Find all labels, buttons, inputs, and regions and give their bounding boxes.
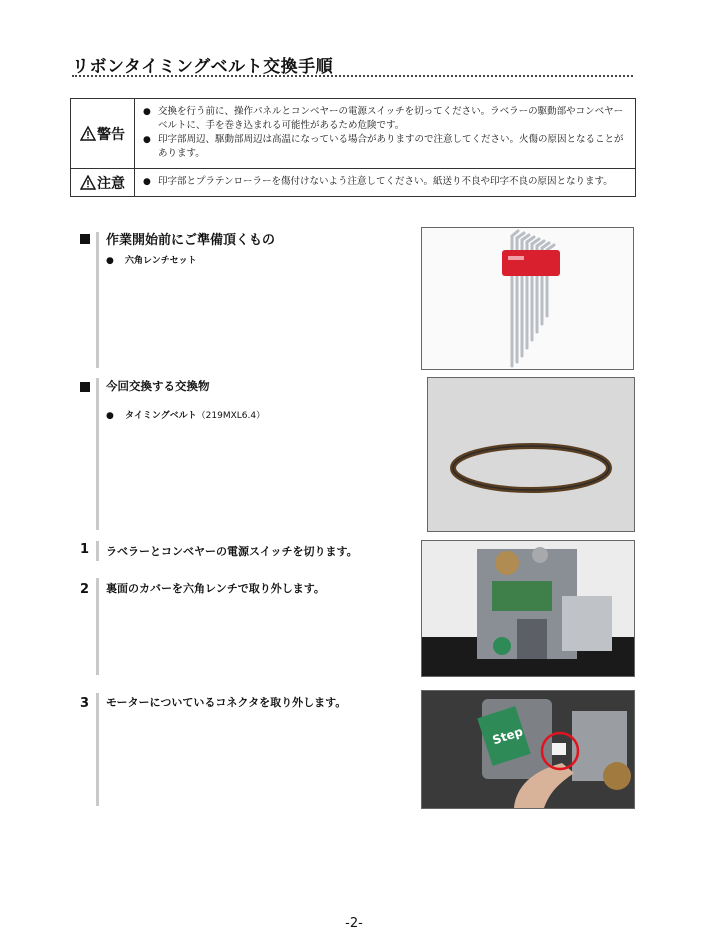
title-divider	[72, 75, 633, 77]
section-marker-square	[80, 234, 90, 244]
bullet-icon: ●	[143, 177, 151, 187]
prep-item-label: 六角レンチセット	[125, 256, 197, 266]
step-text: モーターについているコネクタを取り外します。	[106, 696, 347, 709]
warning-text: 印字部周辺、駆動部周辺は高温になっている場合がありますので注意してください。火傷の原因となることがあります。	[158, 134, 624, 159]
step-text: 裏面のカバーを六角レンチで取り外します。	[106, 582, 325, 595]
caution-row	[71, 169, 635, 196]
section-marker-square	[80, 382, 90, 392]
caution-text: 印字部とプラテンローラーを傷付けないよう注意してください。紙送り不良や印字不良の原因となります。	[158, 176, 613, 187]
step-side-bar	[96, 541, 99, 561]
step-side-bar	[96, 578, 99, 675]
step-side-bar	[96, 693, 99, 806]
page-number: -2-	[345, 916, 363, 931]
step-text: ラベラーとコンベヤーの電源スイッチを切ります。	[106, 545, 358, 558]
replace-section-title: 今回交換する交換物	[106, 379, 210, 393]
warning-item	[143, 133, 627, 161]
photo-timing-belt	[427, 377, 635, 532]
step-number: 3	[80, 696, 90, 711]
prep-section-title: 作業開始前にご準備頂くもの	[106, 233, 276, 248]
page-title: リボンタイミングベルト交換手順	[72, 57, 334, 77]
warning-triangle-icon	[80, 126, 96, 141]
replace-item-label: タイミングベルト	[125, 411, 197, 421]
warning-body	[135, 99, 635, 168]
warning-item	[143, 105, 627, 133]
motor-label-text: Step	[490, 724, 525, 748]
section-side-bar	[96, 232, 99, 368]
warning-label-cell	[71, 99, 135, 168]
bullet-icon: ●	[106, 256, 114, 266]
warning-text: 交換を行う前に、操作パネルとコンベヤーの電源スイッチを切ってください。ラベラーの駆動部やコンベヤーベルトに、手を巻き込まれる可能性があるため危険です。	[158, 106, 624, 131]
step-number: 1	[80, 542, 90, 557]
bullet-icon: ●	[143, 107, 151, 117]
caution-label: 注意	[97, 175, 125, 192]
photo-machine-back	[421, 540, 635, 677]
step-number: 2	[80, 582, 90, 597]
warning-row	[71, 99, 635, 169]
warning-table	[70, 98, 636, 197]
replace-item-spec: （219MXL6.4）	[196, 411, 266, 421]
replace-item	[106, 408, 265, 421]
photo-motor-connector	[421, 690, 635, 809]
caution-body	[135, 169, 621, 196]
caution-triangle-icon	[80, 175, 96, 190]
warning-label: 警告	[97, 126, 125, 143]
bullet-icon: ●	[143, 135, 151, 145]
caution-label-cell	[71, 169, 135, 196]
photo-hex-wrench-set	[421, 227, 634, 370]
section-side-bar	[96, 378, 99, 530]
caution-item	[143, 175, 613, 189]
bullet-icon: ●	[106, 411, 114, 421]
prep-item	[106, 253, 197, 266]
